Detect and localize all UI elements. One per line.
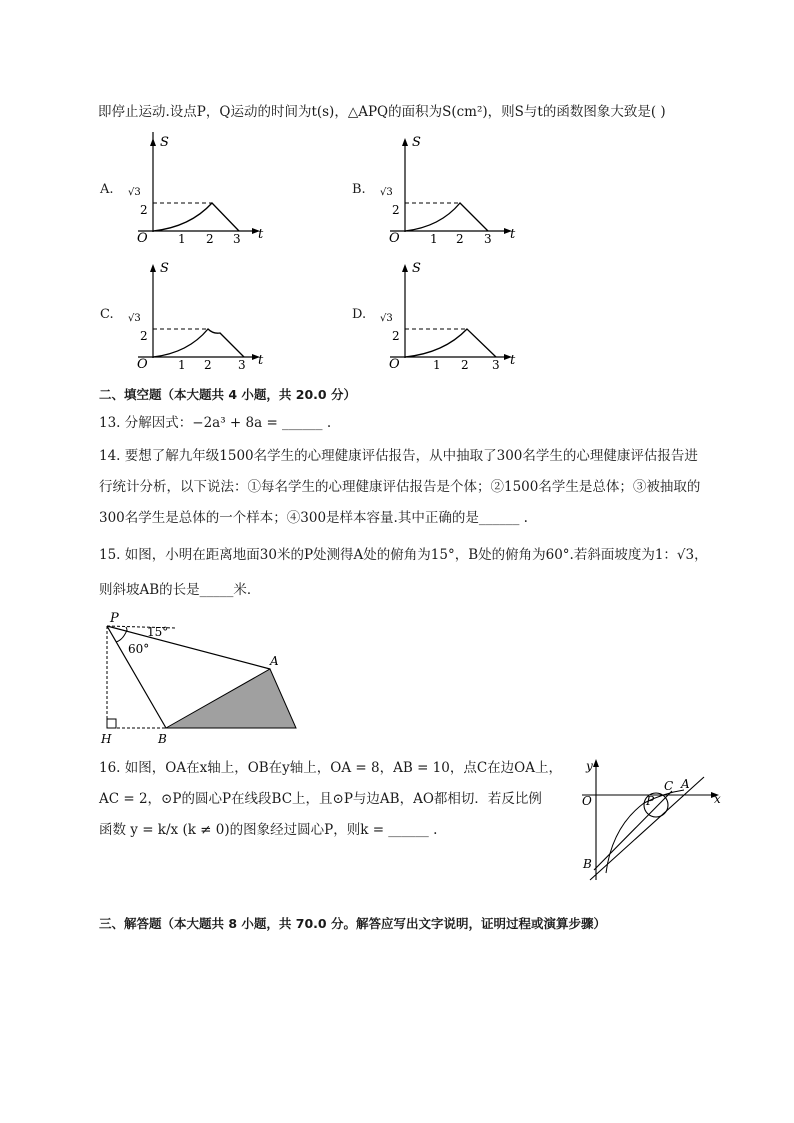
origin-label: O bbox=[137, 231, 148, 244]
y-axis-label: y bbox=[586, 759, 593, 773]
point-b-label: B bbox=[583, 857, 592, 871]
x-axis-label: t bbox=[258, 353, 264, 368]
sqrt3-label: √3 bbox=[380, 187, 393, 198]
point-p-label: P bbox=[646, 794, 655, 808]
sqrt3-label: √3 bbox=[380, 313, 393, 324]
option-d-graph bbox=[372, 258, 522, 370]
question-15-figure bbox=[96, 608, 306, 748]
x-tick-2: 2 bbox=[206, 232, 214, 244]
question-15-line-2: 则斜坡AB的长是_____米． bbox=[99, 582, 261, 598]
option-c-graph bbox=[120, 258, 270, 370]
question-14-line-3: 300名学生是总体的一个样本；④300是样本容量.其中正确的是______ . bbox=[99, 510, 528, 526]
x-axis-label: t bbox=[510, 227, 516, 242]
angle-15-label: 15° bbox=[147, 625, 169, 639]
x-tick-1: 1 bbox=[430, 232, 438, 244]
question-13: 13. 分解因式：−2a³ + 8a = ______ . bbox=[99, 415, 332, 431]
sqrt3-label: √3 bbox=[128, 187, 141, 198]
option-b-letter[interactable]: B. bbox=[352, 182, 366, 197]
point-b-label: B bbox=[158, 732, 167, 746]
origin-label: O bbox=[137, 357, 148, 370]
point-c-label: C bbox=[664, 779, 674, 793]
x-tick-3: 3 bbox=[484, 232, 492, 244]
x-tick-3: 3 bbox=[233, 232, 241, 244]
question-16-line-3: 函数 y = k/x (k ≠ 0)的图象经过圆心P，则k = ______ . bbox=[99, 822, 438, 838]
point-a-label: A bbox=[270, 654, 279, 668]
x-tick-2: 2 bbox=[456, 232, 464, 244]
x-tick-1: 1 bbox=[178, 232, 186, 244]
q12-tail: 即停止运动.设点P，Q运动的时间为t(s)，△APQ的面积为S(cm²)，则S与t的函数图象大致是( ) bbox=[98, 104, 666, 120]
sqrt3-label: √3 bbox=[128, 313, 141, 324]
section-3-heading: 三、解答题（本大题共 8 小题，共 70.0 分。解答应写出文字说明，证明过程或演算步骤） bbox=[99, 916, 606, 931]
x-tick-3: 3 bbox=[492, 358, 500, 370]
point-a-label: A bbox=[681, 777, 690, 791]
x-tick-2: 2 bbox=[204, 358, 212, 370]
option-d-letter[interactable]: D. bbox=[352, 307, 367, 322]
origin-label: O bbox=[582, 794, 592, 808]
question-14-line-2: 行统计分析，以下说法：①每名学生的心理健康评估报告是个体；②1500名学生是总体；③被抽取的 bbox=[99, 479, 701, 495]
y-axis-label: S bbox=[160, 261, 169, 276]
point-h-label: H bbox=[101, 732, 112, 746]
x-tick-1: 1 bbox=[178, 358, 186, 370]
question-14-line-1: 14. 要想了解九年级1500名学生的心理健康评估报告，从中抽取了300名学生的心理健康评估报告进 bbox=[99, 448, 698, 464]
x-axis-label: t bbox=[510, 353, 516, 368]
origin-label: O bbox=[389, 357, 400, 370]
option-c-letter[interactable]: C. bbox=[100, 307, 114, 322]
x-tick-3: 3 bbox=[238, 358, 246, 370]
x-axis-label: x bbox=[714, 792, 721, 806]
origin-label: O bbox=[389, 231, 400, 244]
option-b-graph bbox=[372, 132, 522, 244]
y-axis-label: S bbox=[412, 135, 421, 150]
y-axis-label: S bbox=[160, 135, 169, 150]
y-tick-2: 2 bbox=[140, 203, 148, 217]
question-15-line-1: 15. 如图，小明在距离地面30米的P处测得A处的俯角为15°，B处的俯角为60°.若斜面坡度为1：√3， bbox=[99, 547, 708, 563]
question-16-figure bbox=[574, 755, 724, 885]
question-16-line-2: AC = 2，⊙P的圆心P在线段BC上，且⊙P与边AB，AO都相切．若反比例 bbox=[99, 791, 542, 807]
y-axis-label: S bbox=[412, 261, 421, 276]
option-a-letter[interactable]: A. bbox=[100, 182, 114, 197]
section-2-heading: 二、填空题（本大题共 4 小题，共 20.0 分） bbox=[99, 387, 356, 402]
x-tick-1: 1 bbox=[433, 358, 441, 370]
option-a-graph bbox=[120, 132, 270, 244]
question-16-line-1: 16. 如图，OA在x轴上，OB在y轴上，OA = 8，AB = 10，点C在边OA上， bbox=[99, 760, 562, 776]
point-p-label: P bbox=[110, 611, 119, 626]
x-axis-label: t bbox=[258, 227, 264, 242]
y-tick-2: 2 bbox=[392, 203, 400, 217]
angle-60-label: 60° bbox=[128, 642, 150, 656]
x-tick-2: 2 bbox=[461, 358, 469, 370]
y-tick-2: 2 bbox=[392, 329, 400, 343]
y-tick-2: 2 bbox=[140, 329, 148, 343]
